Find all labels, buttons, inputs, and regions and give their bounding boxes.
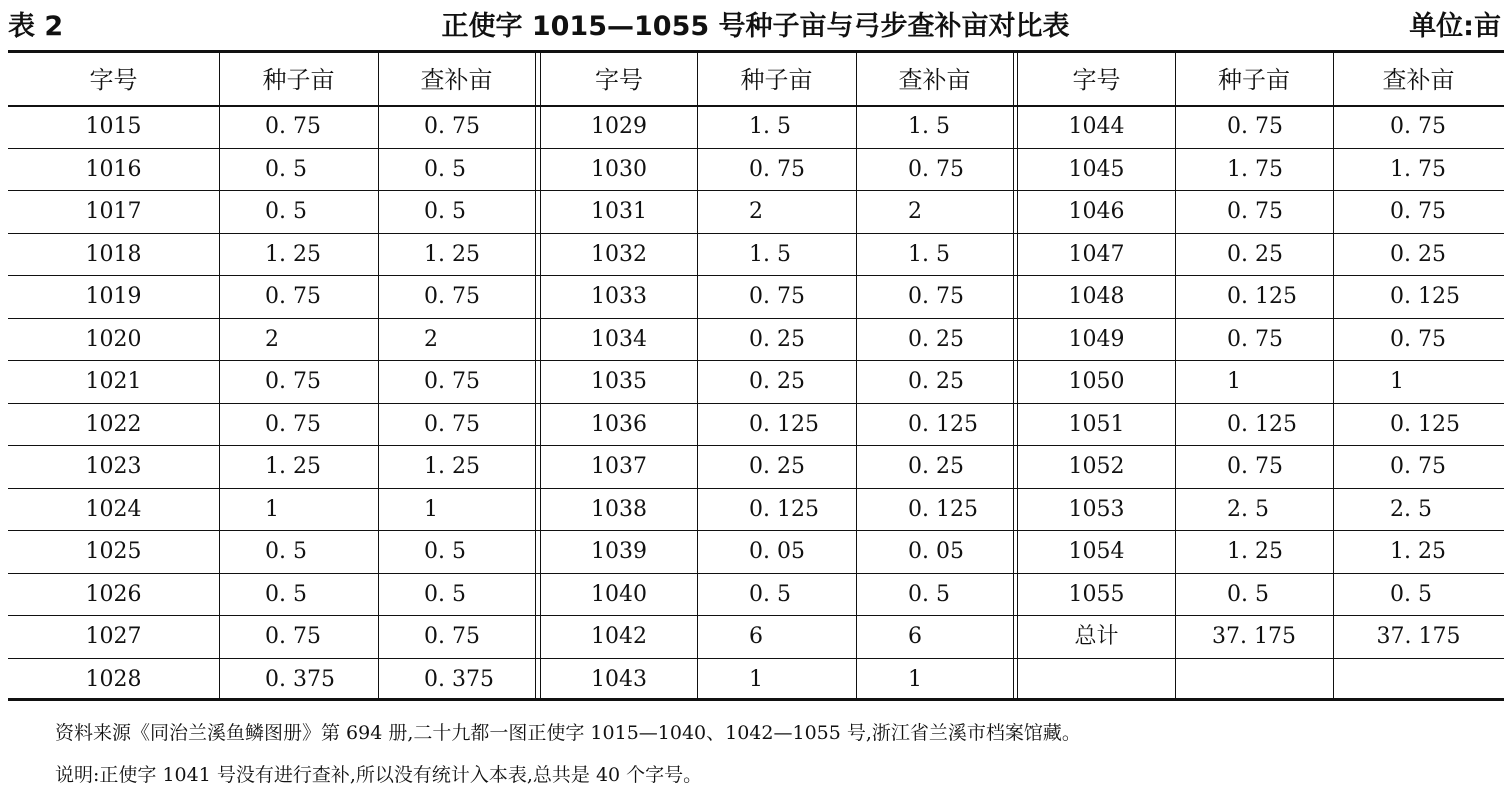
cell-zhongzi-mu: 0. 375	[265, 667, 335, 692]
cell-chabu-mu: 1. 5	[908, 242, 950, 267]
cell-chabu-mu: 0. 25	[908, 327, 964, 352]
cell-zhongzi-mu: 0. 75	[265, 369, 321, 394]
table-title: 正使字 1015—1055 号种子亩与弓步查补亩对比表	[441, 11, 1070, 42]
cell-zhongzi-mu: 0. 75	[1227, 114, 1283, 139]
cell-zhongzi-mu: 1	[749, 667, 763, 692]
cell-zihao: 1034	[591, 327, 647, 352]
cell-chabu-mu: 0. 375	[424, 667, 494, 692]
cell-zhongzi-mu: 1. 5	[749, 114, 791, 139]
cell-zhongzi-mu: 37. 175	[1212, 624, 1296, 649]
cell-zhongzi-mu: 0. 75	[265, 412, 321, 437]
cell-zihao: 1020	[85, 327, 142, 352]
cell-chabu-mu: 0. 75	[424, 284, 480, 309]
cell-zhongzi-mu: 0. 75	[1227, 199, 1283, 224]
cell-chabu-mu: 0. 5	[424, 199, 466, 224]
cell-chabu-mu: 0. 125	[908, 497, 978, 522]
cell-chabu-mu: 0. 5	[424, 582, 466, 607]
cell-chabu-mu: 0. 5	[908, 582, 950, 607]
cell-chabu-mu: 0. 5	[1390, 582, 1432, 607]
column-header: 种子亩	[262, 66, 335, 94]
cell-zhongzi-mu: 0. 125	[1227, 284, 1297, 309]
cell-chabu-mu: 0. 75	[1390, 199, 1446, 224]
column-header: 查补亩	[1382, 66, 1455, 94]
cell-chabu-mu: 0. 125	[1390, 284, 1460, 309]
cell-chabu-mu: 0. 125	[908, 412, 978, 437]
cell-zhongzi-mu: 2. 5	[1227, 497, 1269, 522]
cell-chabu-mu: 0. 75	[424, 114, 480, 139]
cell-chabu-mu: 1	[908, 667, 922, 692]
cell-zihao: 1044	[1068, 114, 1125, 139]
cell-chabu-mu: 0. 5	[424, 539, 466, 564]
cell-chabu-mu: 0. 75	[908, 284, 964, 309]
cell-zhongzi-mu: 0. 75	[1227, 327, 1283, 352]
cell-chabu-mu: 0. 75	[424, 412, 480, 437]
cell-zhongzi-mu: 1	[1227, 369, 1241, 394]
cell-chabu-mu: 0. 75	[1390, 454, 1446, 479]
cell-zihao: 1039	[591, 539, 647, 564]
cell-zihao: 1022	[85, 412, 142, 437]
table-column-rule	[856, 50, 857, 698]
column-header: 种子亩	[1218, 66, 1290, 94]
cell-zhongzi-mu: 0. 5	[265, 539, 307, 564]
cell-zhongzi-mu: 0. 75	[265, 114, 321, 139]
cell-zihao: 1025	[85, 539, 142, 564]
column-header: 种子亩	[740, 66, 813, 94]
cell-chabu-mu: 1	[1390, 369, 1404, 394]
cell-zihao: 1021	[85, 369, 142, 394]
table-column-rule	[219, 50, 220, 698]
table-unit: 单位:亩	[1409, 11, 1501, 42]
cell-zihao: 1023	[85, 454, 142, 479]
table-column-rule	[697, 50, 698, 698]
cell-chabu-mu: 6	[908, 624, 922, 649]
table-column-rule	[1175, 50, 1176, 698]
cell-zihao: 1047	[1068, 242, 1125, 267]
cell-zihao: 1040	[591, 582, 647, 607]
cell-chabu-mu: 1. 25	[424, 242, 480, 267]
table-label: 表 2	[8, 11, 64, 42]
explanation-note: 说明:正使字 1041 号没有进行查补,所以没有统计入本表,总共是 40 个字号。	[55, 764, 703, 786]
cell-zihao: 1029	[591, 114, 647, 139]
cell-zihao: 1043	[591, 667, 647, 692]
cell-zihao: 1036	[591, 412, 647, 437]
column-header: 查补亩	[420, 66, 493, 94]
cell-zihao: 1052	[1068, 454, 1125, 479]
cell-zhongzi-mu: 1. 25	[1227, 539, 1283, 564]
table-title-row	[0, 0, 1511, 44]
cell-chabu-mu: 37. 175	[1376, 624, 1461, 649]
cell-zihao: 1019	[85, 284, 142, 309]
cell-chabu-mu: 0. 25	[1390, 242, 1446, 267]
column-header: 字号	[1072, 66, 1121, 94]
cell-zhongzi-mu: 2	[749, 199, 763, 224]
table-column-rule	[535, 50, 536, 698]
table-column-rule	[1333, 50, 1334, 698]
cell-zhongzi-mu: 0. 125	[749, 497, 819, 522]
cell-zhongzi-mu: 1	[265, 497, 279, 522]
cell-zihao: 1028	[85, 667, 142, 692]
cell-zihao: 1053	[1068, 497, 1125, 522]
cell-chabu-mu: 2. 5	[1390, 497, 1432, 522]
cell-zihao: 1026	[85, 582, 142, 607]
table-column-rule	[1013, 50, 1014, 698]
cell-chabu-mu: 1. 25	[424, 454, 480, 479]
cell-zhongzi-mu: 0. 5	[749, 582, 791, 607]
cell-chabu-mu: 0. 25	[908, 454, 964, 479]
column-header: 字号	[595, 66, 643, 94]
cell-zihao: 1051	[1068, 412, 1125, 437]
cell-chabu-mu: 2	[424, 327, 438, 352]
cell-zihao: 1031	[591, 199, 647, 224]
cell-zhongzi-mu: 1. 5	[749, 242, 791, 267]
cell-zihao: 1015	[85, 114, 142, 139]
cell-chabu-mu: 1. 5	[908, 114, 950, 139]
cell-zihao: 1054	[1068, 539, 1125, 564]
cell-zhongzi-mu: 1. 75	[1227, 157, 1283, 182]
cell-zhongzi-mu: 0. 25	[749, 327, 805, 352]
cell-zhongzi-mu: 1. 25	[265, 242, 321, 267]
cell-zhongzi-mu: 0. 75	[265, 624, 321, 649]
cell-chabu-mu: 0. 5	[424, 157, 466, 182]
cell-zihao: 1050	[1068, 369, 1125, 394]
cell-zhongzi-mu: 0. 5	[1227, 582, 1269, 607]
table-column-rule	[378, 50, 379, 698]
cell-zhongzi-mu: 0. 125	[1227, 412, 1297, 437]
cell-chabu-mu: 2	[908, 199, 922, 224]
cell-zhongzi-mu: 0. 25	[749, 454, 805, 479]
cell-zhongzi-mu: 0. 5	[265, 199, 307, 224]
cell-chabu-mu: 1	[424, 497, 438, 522]
cell-zihao: 1038	[591, 497, 647, 522]
cell-chabu-mu: 0. 75	[424, 369, 480, 394]
cell-zhongzi-mu: 0. 5	[265, 582, 307, 607]
source-note: 资料来源《同治兰溪鱼鳞图册》第 694 册,二十九都一图正使字 1015—1040、1042—1055 号,浙江省兰溪市档案馆藏。	[55, 722, 1081, 744]
cell-zihao: 总计	[1074, 624, 1119, 649]
cell-zhongzi-mu: 6	[749, 624, 763, 649]
cell-zhongzi-mu: 0. 25	[1227, 242, 1283, 267]
cell-zhongzi-mu: 2	[265, 327, 279, 352]
table-top-rule	[8, 50, 1504, 53]
cell-zihao: 1017	[85, 199, 142, 224]
cell-chabu-mu: 1. 25	[1390, 539, 1446, 564]
cell-zhongzi-mu: 0. 5	[265, 157, 307, 182]
cell-zhongzi-mu: 0. 05	[749, 539, 805, 564]
cell-zhongzi-mu: 0. 75	[1227, 454, 1283, 479]
cell-zihao: 1045	[1068, 157, 1125, 182]
column-header: 字号	[89, 66, 138, 94]
cell-zihao: 1046	[1068, 199, 1125, 224]
cell-chabu-mu: 0. 75	[1390, 327, 1446, 352]
column-header: 查补亩	[898, 66, 971, 94]
cell-zihao: 1042	[591, 624, 647, 649]
cell-zhongzi-mu: 0. 25	[749, 369, 805, 394]
cell-chabu-mu: 1. 75	[1390, 157, 1446, 182]
cell-zihao: 1049	[1068, 327, 1125, 352]
cell-zihao: 1035	[591, 369, 647, 394]
cell-zhongzi-mu: 1. 25	[265, 454, 321, 479]
cell-zihao: 1018	[85, 242, 142, 267]
cell-zihao: 1016	[85, 157, 142, 182]
cell-zhongzi-mu: 0. 125	[749, 412, 819, 437]
cell-chabu-mu: 0. 75	[908, 157, 964, 182]
cell-zihao: 1030	[591, 157, 647, 182]
cell-chabu-mu: 0. 25	[908, 369, 964, 394]
cell-zihao: 1033	[591, 284, 647, 309]
cell-zihao: 1024	[85, 497, 142, 522]
cell-zihao: 1037	[591, 454, 647, 479]
cell-zihao: 1027	[85, 624, 142, 649]
cell-zihao: 1032	[591, 242, 647, 267]
cell-zihao: 1048	[1068, 284, 1125, 309]
cell-zhongzi-mu: 0. 75	[749, 157, 805, 182]
cell-chabu-mu: 0. 75	[424, 624, 480, 649]
cell-zhongzi-mu: 0. 75	[265, 284, 321, 309]
cell-chabu-mu: 0. 05	[908, 539, 964, 564]
cell-chabu-mu: 0. 75	[1390, 114, 1446, 139]
cell-zhongzi-mu: 0. 75	[749, 284, 805, 309]
cell-zihao	[1018, 658, 1175, 701]
cell-zihao: 1055	[1068, 582, 1125, 607]
cell-chabu-mu: 0. 125	[1390, 412, 1460, 437]
